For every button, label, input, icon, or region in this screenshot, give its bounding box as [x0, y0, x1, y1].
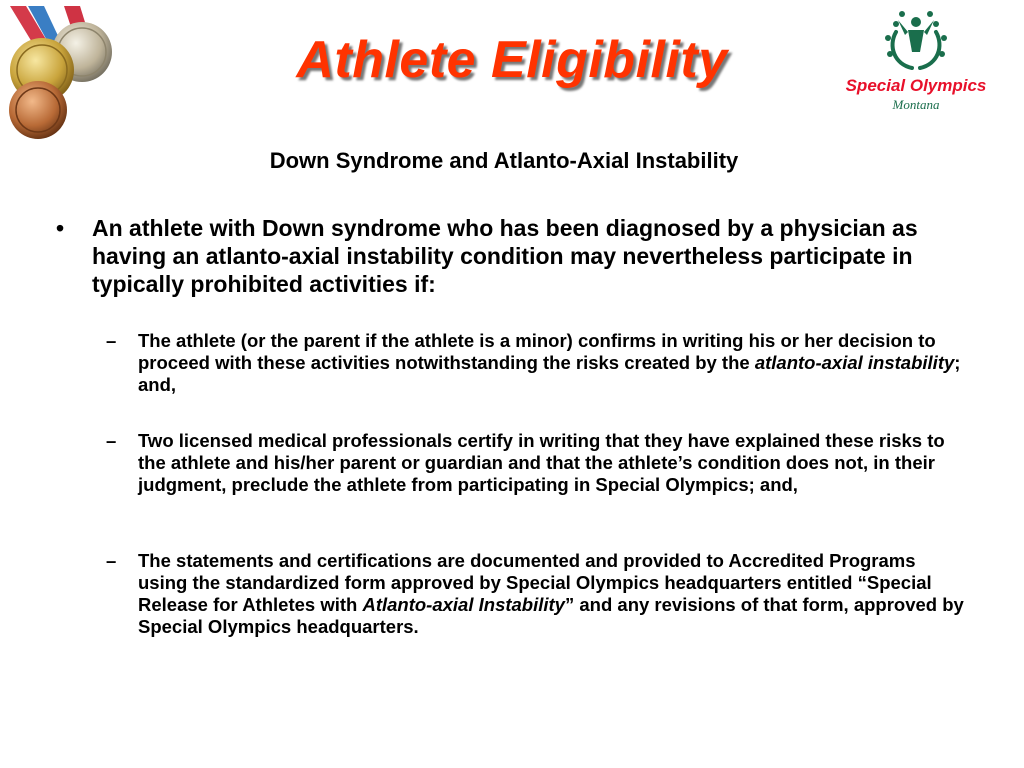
sub-bullet-1 [106, 330, 966, 396]
sub-bullet-text: The statements and certifications are documented and provided to Accredited Programs using the standardized form approved by Special Olympics headquarters entitled “Special Release for Athletes with Atlanto-axial Instability” and any revisions of that form, approved by Special Olympics headquarters. [138, 550, 964, 637]
sub-bullet-marker: – [106, 430, 117, 451]
logo-name: Special Olympics [845, 76, 987, 95]
sub-bullet-text: Two licensed medical professionals certify in writing that they have explained these risks to the athlete and his/her parent or guardian and that the athlete’s condition does not, in their judgment, preclude the athlete from participating in Special Olympics; and, [138, 430, 945, 495]
slide-title: Athlete Eligibility [296, 31, 728, 89]
sub-bullet-marker: – [106, 330, 117, 351]
bullet-text: An athlete with Down syndrome who has been diagnosed by a physician as having an atlanto-axial instability condition may nevertheless participate in typically prohibited activities if: [92, 215, 918, 297]
emphasis-term: atlanto-axial instability [754, 352, 955, 373]
sub-bullet-marker: – [106, 550, 117, 571]
logo-state: Montana [892, 97, 940, 112]
bullet-marker: • [56, 215, 65, 241]
emphasis-term: Atlanto-axial Instability [362, 594, 565, 615]
sub-bullet-text: The athlete (or the parent if the athlete is a minor) confirms in writing his or her decision to proceed with these activities notwithstanding the risks created by the atlanto-axial instability; and, [138, 330, 961, 395]
sub-bullet-3 [106, 550, 966, 638]
special-olympics-emblem-icon [876, 6, 956, 78]
main-bullet [56, 214, 956, 298]
special-olympics-logo [816, 6, 1016, 116]
sub-bullet-2 [106, 430, 966, 496]
slide-subtitle: Down Syndrome and Atlanto-Axial Instability [269, 148, 739, 173]
